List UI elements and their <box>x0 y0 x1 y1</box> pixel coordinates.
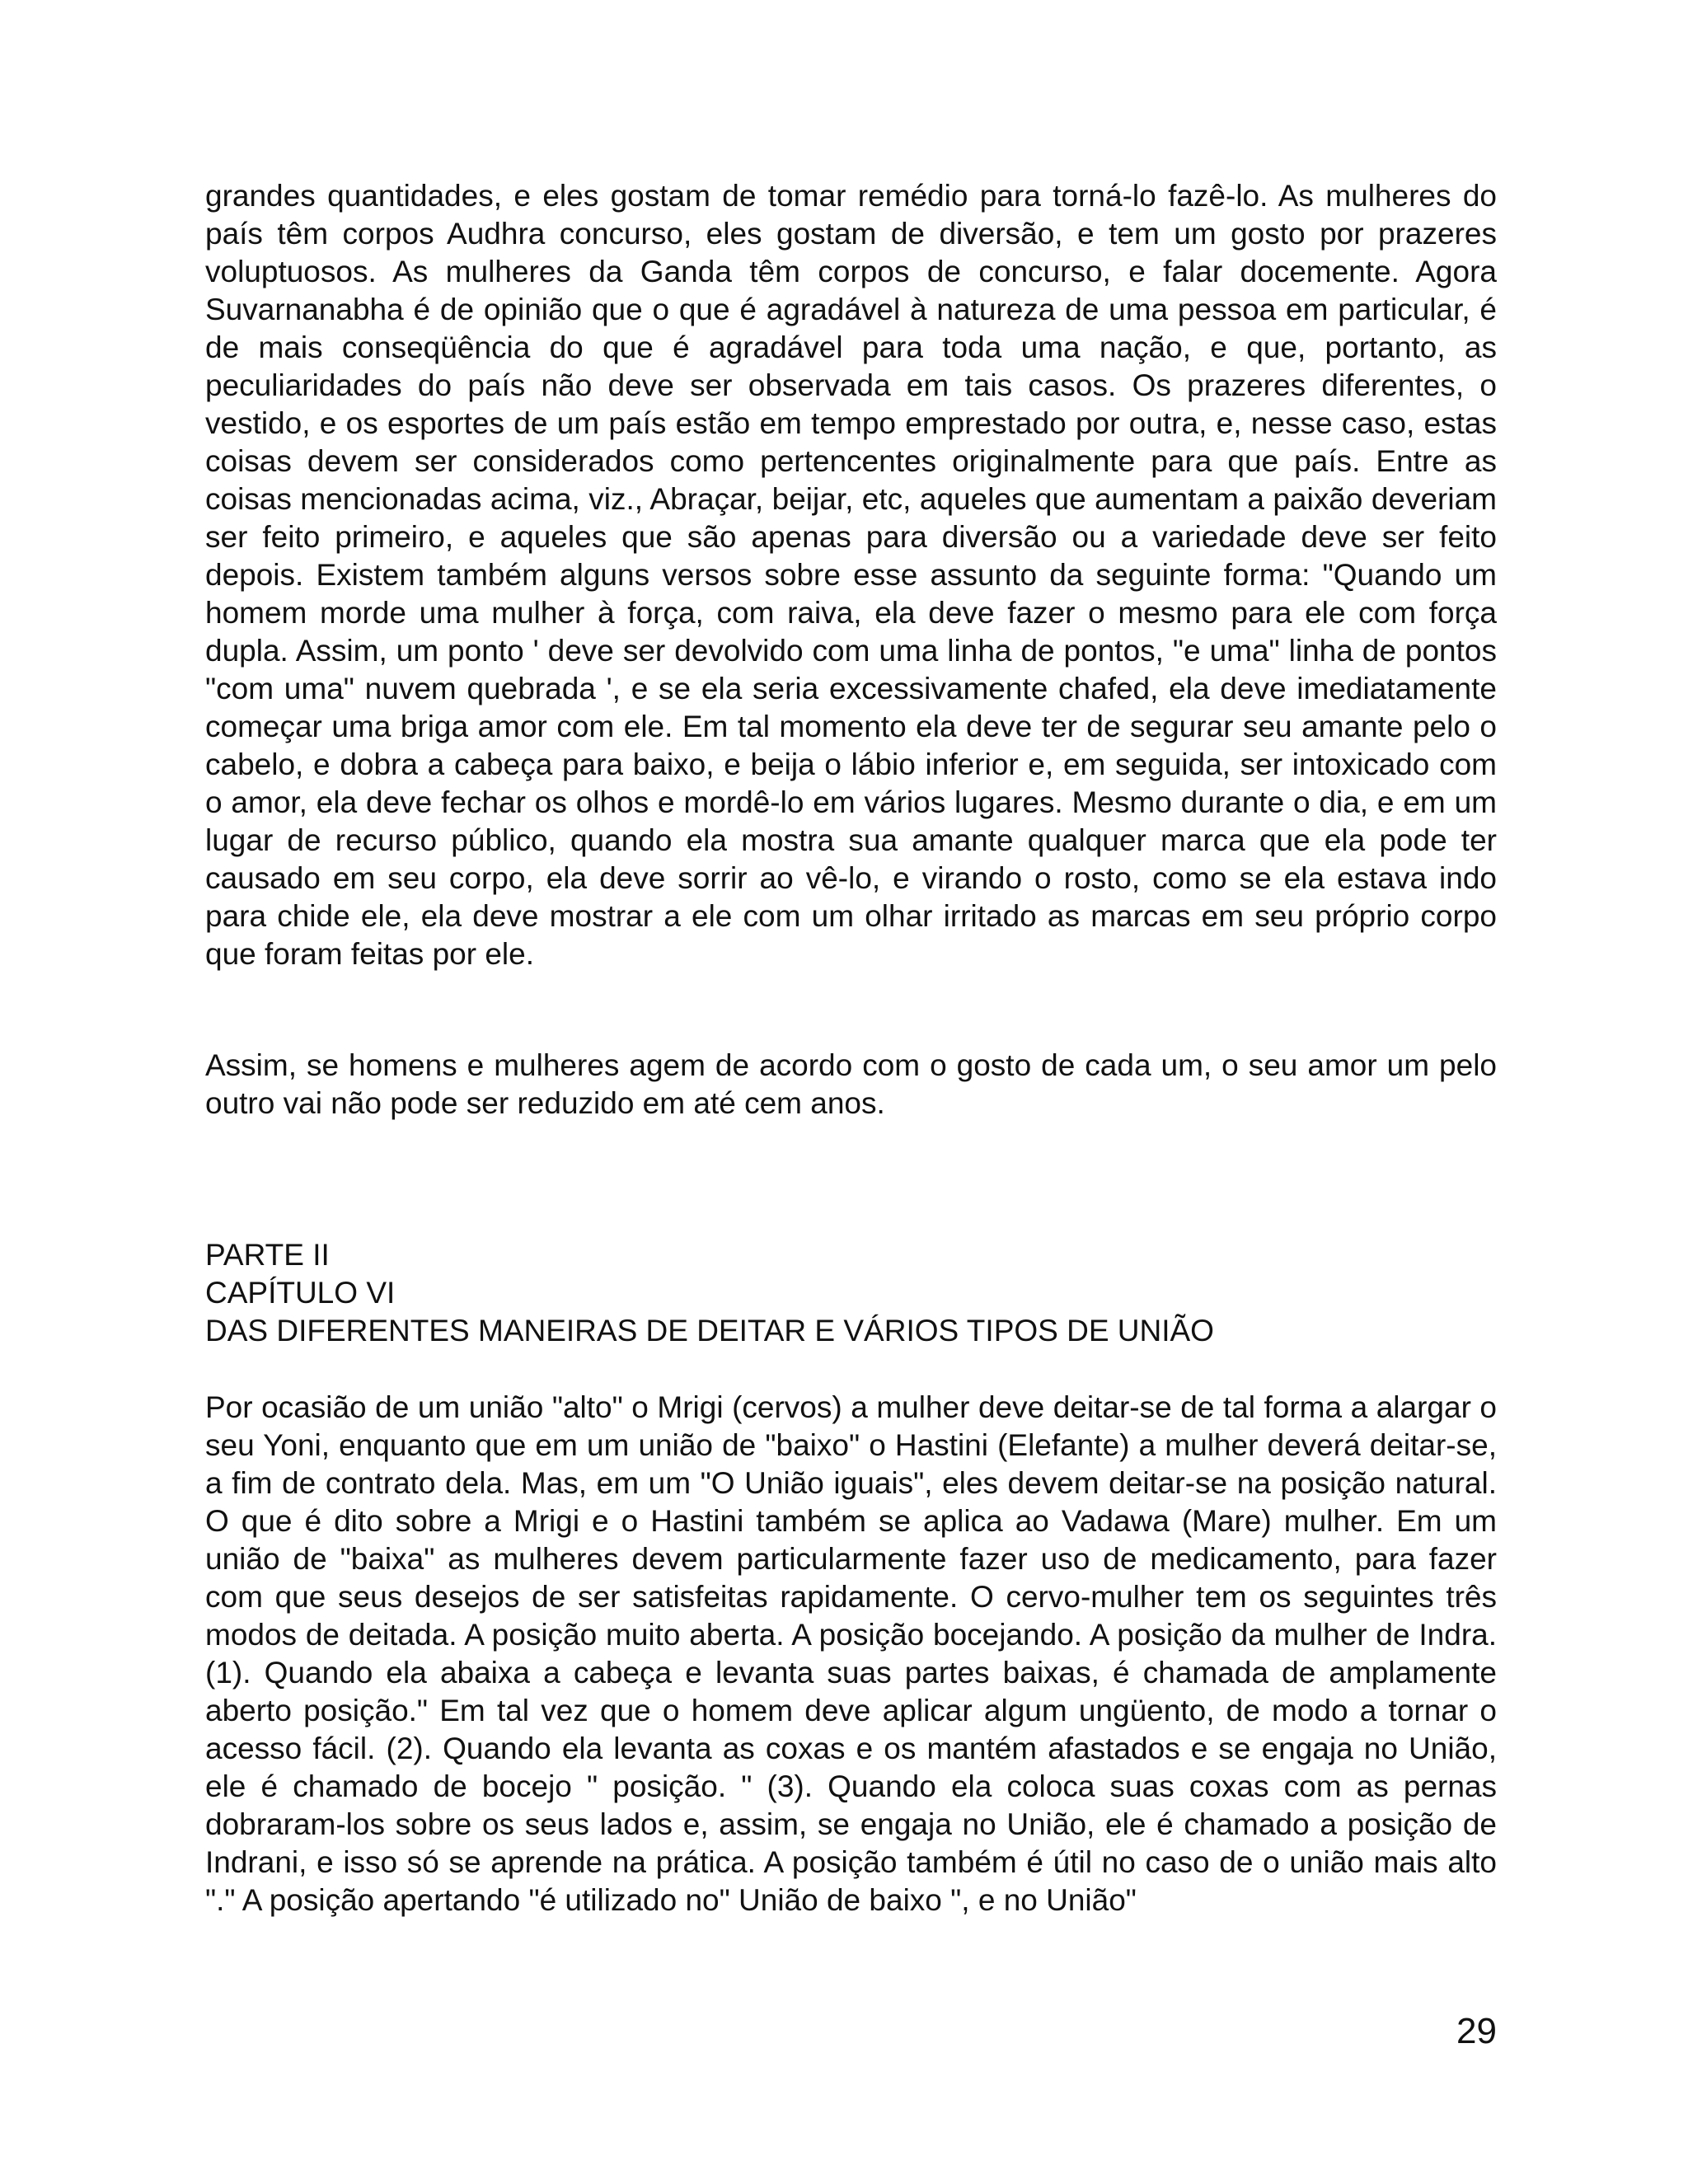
part-label: PARTE II <box>205 1238 330 1272</box>
paragraph-text: Assim, se homens e mulheres agem de acordo com o gosto de cada um, o seu amor um pelo outro vai não pode ser reduzido em até cem anos. <box>205 1048 1497 1120</box>
paragraph-text: grandes quantidades, e eles gostam de tomar remédio para torná-lo fazê-lo. As mulheres do país têm corpos Audhra concurso, eles gostam de diversão, e tem um gosto por prazeres voluptuosos. As mulheres da Ganda têm corpos de concurso, e falar docemente. Agora Suvarnanabha é de opinião que o que é agradável à natureza de uma pessoa em particular, é de mais conseqüência do que é agradável para toda uma nação, e que, portanto, as peculiaridades do país não deve ser observada em tais casos. Os prazeres diferentes, o vestido, e os esportes de um país estão em tempo emprestado por outra, e, nesse caso, estas coisas devem ser considerados como pertencentes originalmente para que país. Entre as coisas mencionadas acima, viz., Abraçar, beijar, etc, aqueles que aumentam a paixão deveriam ser feito primeiro, e aqueles que são apenas para diversão ou a variedade deve ser feito depois. Existem também alguns versos sobre esse assunto da seguinte forma: "Quando um homem morde uma mulher à força, com raiva, ela deve fazer o mesmo para ele com força dupla. Assim, um ponto ' deve ser devolvido com uma linha de pontos, "e uma" linha de pontos "com uma" nuvem quebrada ', e se ela seria excessivamente chafed, ela deve imediatamente começar uma briga amor com ele. Em tal momento ela deve ter de segurar seu amante pelo o cabelo, e dobra a cabeça para baixo, e beija o lábio inferior e, em seguida, ser intoxicado com o amor, ela deve fechar os olhos e mordê-lo em vários lugares. Mesmo durante o dia, e em um lugar de recurso público, quando ela mostra sua amante qualquer marca que ela pode ter causado em seu corpo, ela deve sorrir ao vê-lo, e virando o rosto, como se ela estava indo para chide ele, ela deve mostrar a ele com um olhar irritado as marcas em seu próprio corpo que foram feitas por ele. <box>205 179 1497 971</box>
paragraph-text: Por ocasião de um união "alto" o Mrigi (cervos) a mulher deve deitar-se de tal forma a alargar o seu Yoni, enquanto que em um união de "baixo" o Hastini (Elefante) a mulher deverá deitar-se, a fim de contrato dela. Mas, em um "O União iguais", eles devem deitar-se na posição natural. O que é dito sobre a Mrigi e o Hastini também se aplica ao Vadawa (Mare) mulher. Em um união de "baixa" as mulheres devem particularmente fazer uso de medicamento, para fazer com que seus desejos de ser satisfeitas rapidamente. O cervo-mulher tem os seguintes três modos de deitada. A posição muito aberta. A posição bocejando. A posição da mulher de Indra. (1). Quando ela abaixa a cabeça e levanta suas partes baixas, é chamada de amplamente aberto posição." Em tal vez que o homem deve aplicar algum ungüento, de modo a tornar o acesso fácil. (2). Quando ela levanta as coxas e os mantém afastados e se engaja no União, ele é chamado de bocejo " posição. " (3). Quando ela coloca suas coxas com as pernas dobraram-los sobre os seus lados e, assim, se engaja no União, ele é chamado a posição de Indrani, e isso só se aprende na prática. A posição também é útil no caso de o união mais alto "." A posição apertando "é utilizado no" União de baixo ", e no União" <box>205 1390 1497 1917</box>
body-paragraph-2 <box>205 1047 1497 1122</box>
body-paragraph-1 <box>205 177 1497 973</box>
chapter-title: DAS DIFERENTES MANEIRAS DE DEITAR E VÁRIOS TIPOS DE UNIÃO <box>205 1314 1214 1347</box>
body-paragraph-3 <box>205 1389 1497 1919</box>
chapter-label: CAPÍTULO VI <box>205 1276 396 1310</box>
page-number: 29 <box>1456 2011 1497 2051</box>
chapter-heading <box>205 1236 1497 1350</box>
